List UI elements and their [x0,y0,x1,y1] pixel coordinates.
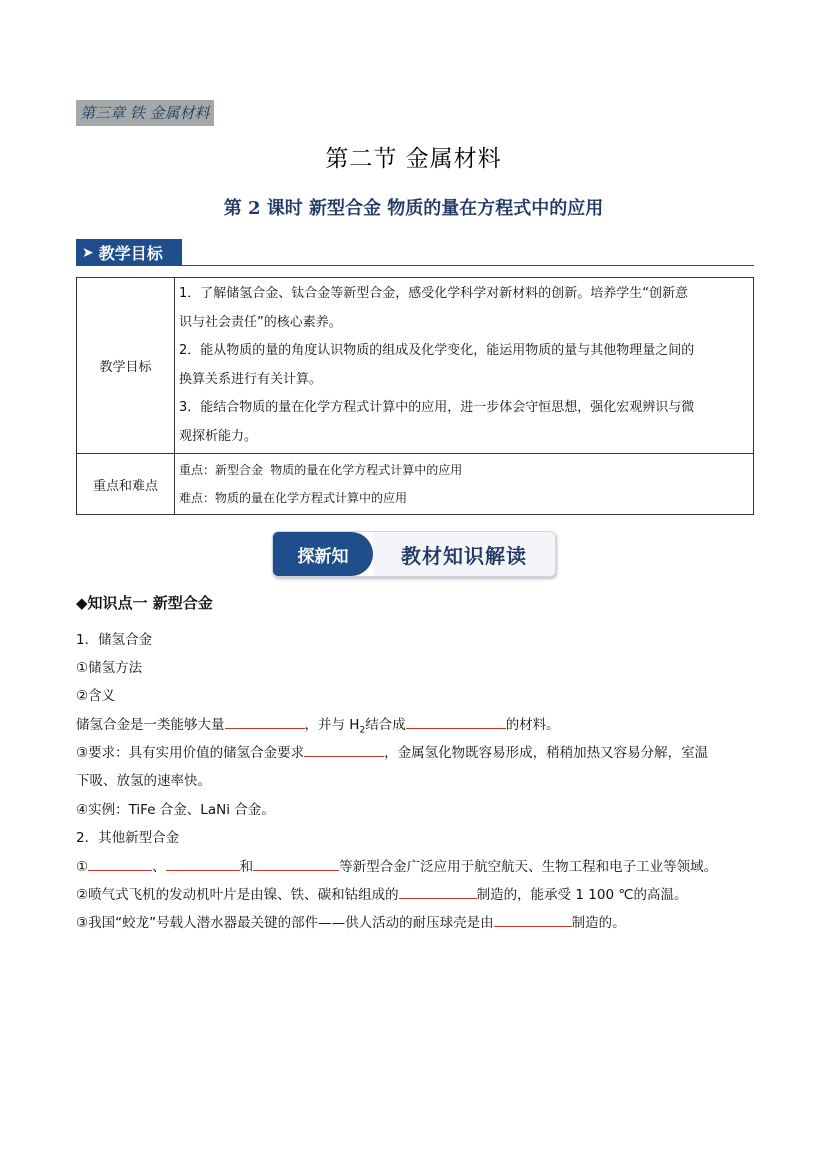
text-line [76,883,688,903]
goal-line: 观探析能力。 [179,428,258,444]
goal-line: 1．了解储氢合金、钛合金等新型合金，感受化学科学对新材料的创新。培养学生“创新意 [179,286,689,301]
text-span: 的材料。 [505,717,560,733]
teaching-goals-tag [76,239,182,266]
goal-line: 识与社会责任”的核心素养。 [179,314,342,330]
subscript: 2 [359,725,366,736]
table-row [77,278,754,454]
keypoints-row-label: 重点和难点 [77,454,175,515]
goal-line: 换算关系进行有关计算。 [179,371,323,387]
table-row [77,454,754,515]
text-line: ②含义 [76,688,116,704]
text-line: ④实例：TiFe 合金、LaNi 合金。 [76,802,275,818]
text-line: ①储氢方法 [76,660,143,676]
fill-blank[interactable] [494,912,572,927]
text-span: ① [76,859,89,875]
goals-table [76,277,754,515]
fill-blank[interactable] [88,856,152,871]
text-span: ，金属氢化物既容易形成，稍稍加热又容易分解，室温 [384,745,709,761]
goal-line: 2．能从物质的量的角度认识物质的组成及化学变化，能运用物质的量与其他物理量之间的 [179,343,695,358]
text-line [76,911,626,931]
banner-left-label: 探新知 [273,532,373,576]
chapter-label: 第三章 铁 金属材料 [76,100,214,126]
banner-right-label: 教材知识解读 [373,532,555,576]
text-line [76,855,717,875]
fill-blank[interactable] [225,714,305,729]
goals-row-content [175,278,754,454]
text-line: 下吸、放氢的速率快。 [76,773,211,789]
fill-blank[interactable] [304,742,384,757]
text-span: ③我国“蛟龙”号载人潜水器最关键的部件——供人活动的耐压球壳是由 [76,915,494,931]
text-span: 制造的。 [571,915,626,931]
teaching-goals-tag-label: 教学目标 [98,244,163,263]
fill-blank[interactable] [399,884,477,899]
section-title: 第二节 金属材料 [325,146,502,172]
fill-blank[interactable] [406,714,506,729]
text-span: ，并与 H [304,717,360,733]
goals-row-label: 教学目标 [77,278,175,454]
text-span: 、 [152,859,166,875]
keypoint-line: 难点：物质的量在化学方程式计算中的应用 [179,491,408,505]
text-line: 1．储氢合金 [76,632,153,648]
knowledge-point-title: ◆知识点一 新型合金 [76,594,213,612]
text-line [76,741,708,761]
text-span: 和 [239,859,254,875]
section-banner [272,531,556,577]
text-line [76,713,560,736]
keypoints-row-content [175,454,754,515]
text-span: 储氢合金是一类能够大量 [76,717,225,733]
text-span: 等新型合金广泛应用于航空航天、生物工程和电子工业等领域。 [339,859,718,875]
text-line: 2．其他新型合金 [76,830,180,846]
text-span: 结合成 [365,717,406,733]
fill-blank[interactable] [253,856,339,871]
goal-line: 3．能结合物质的量在化学方程式计算中的应用，进一步体会守恒思想，强化宏观辨识与微 [179,400,695,415]
arrow-right-icon: ➤ [82,244,94,261]
text-span: ②喷气式飞机的发动机叶片是由镍、铁、碳和钴组成的 [76,887,399,903]
fill-blank[interactable] [166,856,240,871]
text-span: 制造的，能承受 1 100 ℃的高温。 [476,887,688,903]
text-span: ③要求：具有实用价值的储氢合金要求 [76,745,305,761]
keypoint-line: 重点：新型合金 物质的量在化学方程式计算中的应用 [179,463,463,477]
lesson-title: 第 2 课时 新型合金 物质的量在方程式中的应用 [223,198,604,219]
tag-underline [182,265,754,266]
